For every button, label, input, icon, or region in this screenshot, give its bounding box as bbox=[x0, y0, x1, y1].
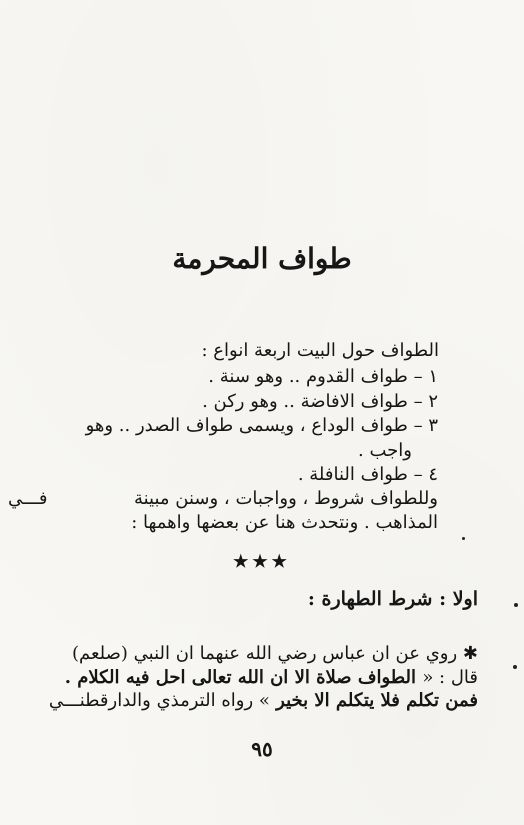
tawaf-types-list bbox=[0, 365, 438, 488]
hadith-paragraph bbox=[38, 642, 478, 713]
hadith-quote-bold-end: فمن تكلم فلا يتكلم الا بخير bbox=[269, 690, 478, 711]
rules-line-1 bbox=[8, 487, 438, 511]
list-item-continuation: واجب . bbox=[358, 439, 412, 461]
hadith-attribution: » رواه الترمذي والدارقطنـــي bbox=[48, 690, 270, 711]
ink-speck bbox=[514, 603, 518, 607]
page-number: ٩٥ bbox=[251, 737, 273, 761]
hadith-line-2-prefix: قال : « bbox=[422, 666, 478, 688]
star-separator: ★★★ bbox=[233, 552, 291, 572]
rules-paragraph bbox=[0, 487, 438, 535]
list-item: ٤ – طواف النافلة . bbox=[297, 464, 438, 485]
list-item: ٢ – طواف الافاضة .. وهو ركن . bbox=[202, 390, 438, 412]
page-title: طواف المحرمة bbox=[172, 242, 352, 275]
hadith-line-1: ✱ روي عن ان عباس رضي الله عنهما ان النبي (صلعم) bbox=[71, 643, 478, 664]
hadith-quote-bold: الطواف صلاة الا ان الله تعالى احل فيه الكلام . bbox=[64, 666, 423, 688]
rules-line-2: المذاهب . ونتحدث هنا عن بعضها واهمها : bbox=[131, 512, 438, 533]
intro-line: الطواف حول البيت اربعة انواع : bbox=[201, 340, 439, 361]
section-heading: اولا : شرط الطهارة : bbox=[307, 588, 478, 610]
intro-paragraph bbox=[39, 339, 439, 363]
list-item: ١ – طواف القدوم .. وهو سنة . bbox=[208, 366, 438, 387]
ink-speck bbox=[513, 665, 517, 669]
rules-line-1-text: وللطواف شروط ، وواجبات ، وسنن مبينة bbox=[133, 488, 438, 509]
hadith-line-3 bbox=[38, 689, 478, 713]
hadith-line-2 bbox=[38, 666, 478, 690]
ink-speck bbox=[462, 537, 465, 540]
rules-line-1-end: فـــي bbox=[8, 488, 48, 509]
list-item: ٣ – طواف الوداع ، ويسمى طواف الصدر .. وهو bbox=[85, 415, 438, 436]
